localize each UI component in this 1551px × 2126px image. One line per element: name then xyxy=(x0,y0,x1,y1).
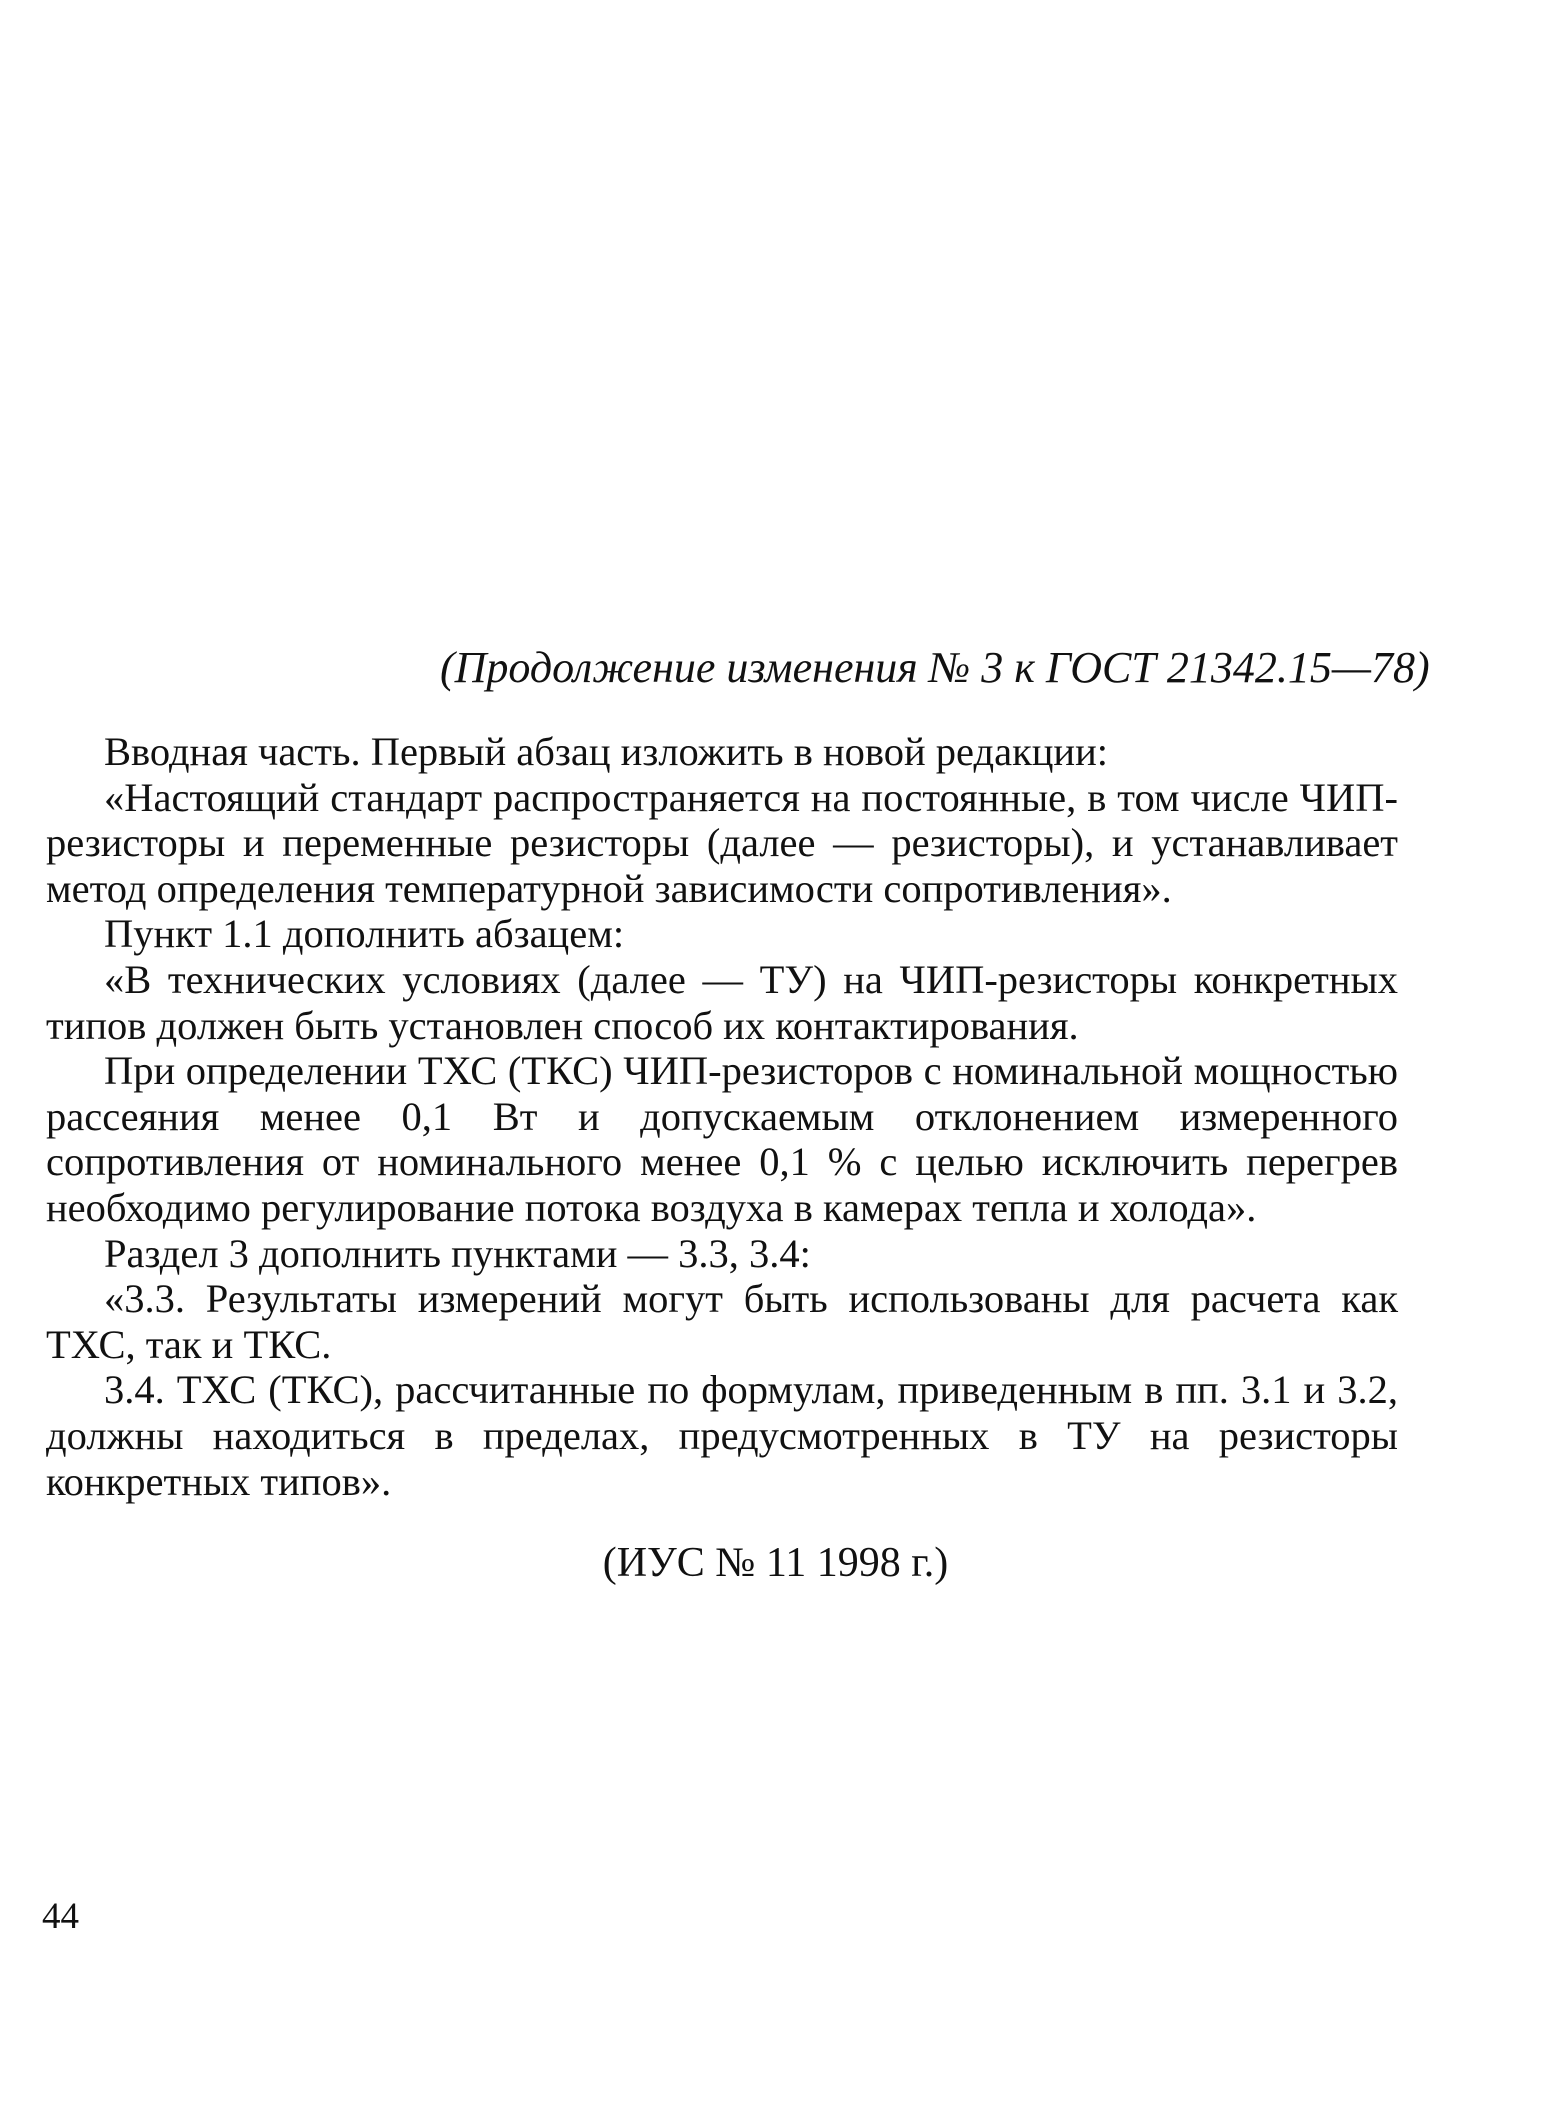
page-number: 44 xyxy=(42,1896,79,1937)
paragraph-intro-section: Вводная часть. Первый абзац изложить в новой редакции: xyxy=(104,729,1109,774)
continuation-header: (Продолжение изменения № 3 к ГОСТ 21342.15—78) xyxy=(440,643,1430,692)
paragraph-section-3: Раздел 3 дополнить пунктами — 3.3, 3.4: xyxy=(104,1230,811,1276)
paragraph-txs-determination: При определении ТХС (ТКС) ЧИП-резисторов с номинальной мощностью рассеяния менее 0,1 Вт и допускаемым отклонением измеренного сопротивления от номинального менее 0,1 % с целью исключить перегрев необходимо регулирование потока воздуха в камерах тепла и холода». xyxy=(46,1048,1398,1230)
paragraph-scope-quote: «Настоящий стандарт распространяется на постоянные, в том числе ЧИП-резисторы и переменные резисторы (далее — резисторы), и устанавливает метод определения температурной зависимости сопротивления». xyxy=(46,774,1398,911)
amendment-body xyxy=(46,729,1398,1504)
paragraph-item-3-3: «3.3. Результаты измерений могут быть использованы для расчета как ТХС, так и ТКС. xyxy=(46,1276,1398,1367)
paragraph-tu-contacting: «В технических условиях (далее — ТУ) на ЧИП-резисторы конкретных типов должен быть установлен способ их контактирования. xyxy=(46,956,1398,1048)
paragraph-item-3-4: 3.4. ТХС (ТКС), рассчитанные по формулам, приведенным в пп. 3.1 и 3.2, должны находиться в пределах, предусмотренных в ТУ на резисторы конкретных типов». xyxy=(46,1367,1398,1504)
ius-reference: (ИУС № 11 1998 г.) xyxy=(602,1540,949,1586)
paragraph-clause-1-1: Пункт 1.1 дополнить абзацем: xyxy=(104,911,625,957)
